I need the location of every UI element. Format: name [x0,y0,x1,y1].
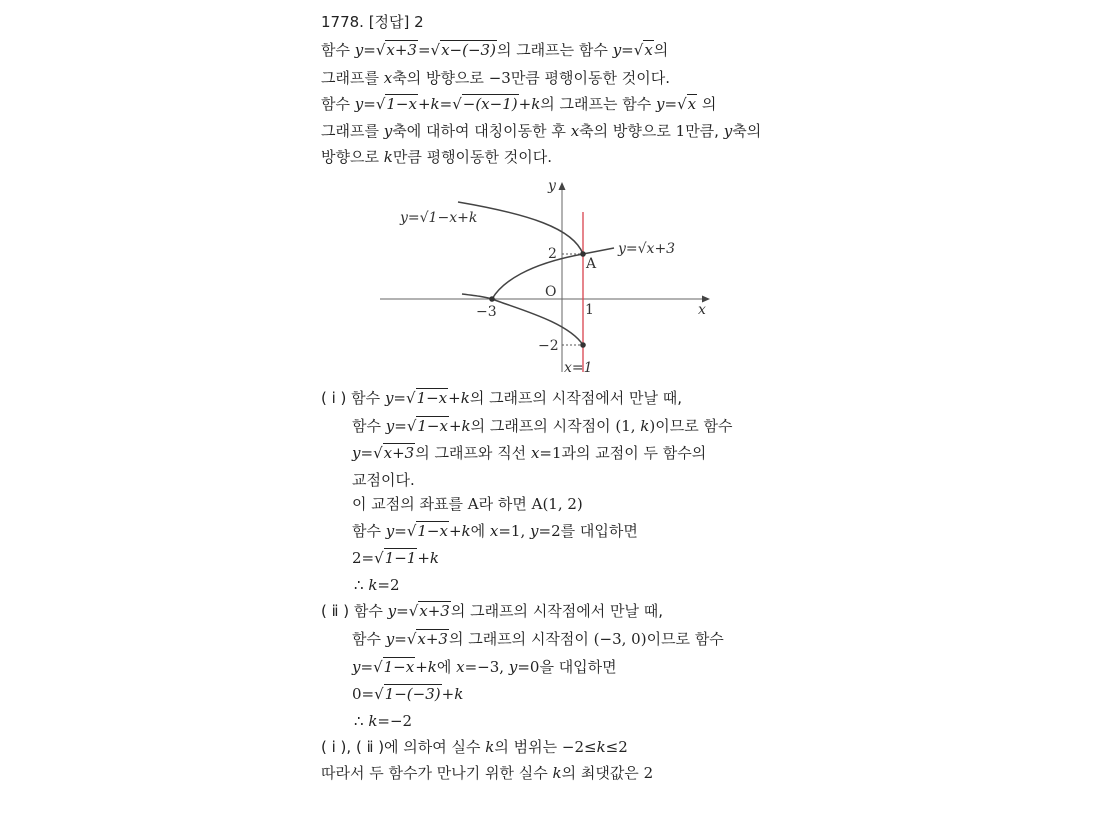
text: 이므로 함수 [655,417,733,435]
eq: = [621,41,634,59]
text: 축의 방향으로 [579,122,676,140]
plus: + [415,658,428,676]
case1-line7 [352,548,439,568]
point-neg2 [580,342,586,348]
eq: = [393,389,406,407]
plus: + [448,389,461,407]
sqrt: √1−(−3) [374,685,441,703]
sqrt: √x+3 [408,602,450,620]
para2-line1 [321,94,716,114]
case1-line6 [352,521,638,541]
text: 의 그래프는 함수 [540,95,657,113]
var: y [383,122,393,140]
case1-line8 [354,575,400,595]
point-neg3 [489,296,495,302]
radicand: x [687,95,697,113]
text: 함수 [321,41,355,59]
var: k [552,764,562,782]
tick-1: 1 [585,302,594,318]
sqrt: √−(x−1) [452,95,518,113]
plus: + [518,95,532,113]
eq: = [396,602,409,620]
var: y [723,122,733,140]
var: x [530,444,540,462]
text: 에 [470,522,490,540]
coord: (1, [615,417,641,435]
sqrt: √1−x [406,417,448,435]
case2-line3 [352,657,617,677]
var: k [383,148,393,166]
var: k [454,685,464,703]
radicand: 1−x [383,658,415,676]
text: 의 범위는 [494,738,562,756]
text: 의 그래프는 함수 [496,41,613,59]
text: 함수 [352,630,386,648]
eq: = [439,95,453,113]
point-a-label: A [586,256,597,272]
case1-line1 [321,388,682,408]
num: ≤2 [605,738,628,756]
text: 축의 방향으로 [392,69,489,87]
y-axis-arrow [559,182,566,190]
text: 함수 [352,522,386,540]
text: 만큼, [685,122,724,140]
text: 의 최댓값은 [561,764,644,782]
var: y [508,658,518,676]
var: k [461,417,471,435]
therefore: ∴ [354,576,369,594]
radicand: x−(−3) [441,41,496,59]
text: 함수 [352,417,386,435]
plus: + [417,549,430,567]
radicand: −(x−1) [462,95,518,113]
radicand: 1−x [416,389,448,407]
num: =0 [517,658,540,676]
num: =−3, [464,658,509,676]
para1-line1 [321,40,668,60]
plus: + [448,417,462,435]
sqrt: √1−x [406,389,448,407]
num: 1 [675,122,686,140]
eq: = [394,417,407,435]
text: 에 [436,658,457,676]
radicand: 1−(−3) [384,685,441,703]
var: k [368,576,378,594]
text: ( ⅰ ), ( ⅱ )에 의하여 실수 [321,738,486,756]
radicand: 1−1 [384,549,417,567]
var: y [612,41,622,59]
coord: ) [649,417,656,435]
x-axis-label: x [698,302,706,318]
num: =2 [377,576,400,594]
point: A(1, 2) [531,495,583,513]
sqrt: √x−(−3) [430,41,496,59]
answer-header: 1778. [정답] 2 [321,13,424,31]
para2-line2 [321,121,761,141]
text: 과의 교점이 두 함수의 [561,444,707,462]
case1-line5 [352,494,583,514]
radicand: x [644,41,653,59]
text: 함수 [321,95,355,113]
var: k [460,389,470,407]
radicand: x+3 [383,444,415,462]
origin-label: O [545,284,557,300]
conclusion-line1 [321,737,628,757]
text: 이 교점의 좌표를 [352,495,468,513]
var: k [427,658,437,676]
text: 따라서 두 함수가 만나기 위한 실수 [321,764,553,782]
text: 의 [697,95,717,113]
var: y [530,522,539,540]
var: y [354,41,364,59]
sqrt: √1−x [406,522,448,540]
var: k [640,417,650,435]
sqrt: √x+3 [375,41,417,59]
var: y [354,95,364,113]
text: 축에 대하여 대칭이동한 후 [392,122,571,140]
eq: = [363,95,376,113]
eq: = [664,95,678,113]
var: x [489,522,499,540]
case2-line5 [354,711,412,731]
var: y [352,658,361,676]
function-graph [378,172,718,377]
text: 축의 [732,122,762,140]
sqrt: √x [677,95,697,113]
text: 의 그래프의 시작점이 [470,417,616,435]
point: A [467,495,479,513]
num: 0= [352,685,375,703]
text: ( ⅰ ) 함수 [321,389,385,407]
num: =1, [498,522,531,540]
sqrt: √1−1 [374,549,417,567]
text: 을 대입하면 [539,658,617,676]
num: =2 [538,522,561,540]
var: y [352,444,361,462]
radicand: x+3 [417,630,448,648]
var: y [385,522,395,540]
conclusion-line2 [321,763,653,783]
num: 2 [643,764,654,782]
therefore: ∴ [354,712,369,730]
plus: + [441,685,455,703]
case1-line3 [352,443,706,463]
var: y [656,95,665,113]
num: =−2 [377,712,413,730]
eq: = [394,630,407,648]
sqrt: √x+3 [373,444,415,462]
var: k [596,738,606,756]
plus: + [448,522,462,540]
text: 의 그래프의 시작점에서 만날 때, [450,602,664,620]
case1-line4: 교점이다. [352,471,415,489]
text: 만큼 평행이동한 것이다. [392,148,553,166]
radicand: 1−x [417,417,448,435]
sqrt: √1−x [375,95,417,113]
y-axis-label: y [548,178,556,194]
text: 그래프를 [321,69,384,87]
var: x [456,658,465,676]
eq: = [360,444,374,462]
label-curve2: y=√x+3 [618,241,676,257]
var: k [461,522,471,540]
case2-line2 [352,629,724,649]
text: 의 그래프의 시작점에서 만날 때, [469,389,683,407]
var: x [383,69,393,87]
tick-neg3: −3 [476,304,497,320]
tick-neg2: −2 [538,338,559,354]
num: =1 [539,444,562,462]
radicand: x+3 [386,41,417,59]
var: k [429,549,440,567]
tick-2: 2 [548,246,557,262]
var: y [387,602,397,620]
radicand: 1−x [386,95,417,113]
label-curve1: y=√1−x+k [400,210,478,226]
sqrt: √x+3 [406,630,448,648]
text: ( ⅱ ) 함수 [321,602,388,620]
text: 라 하면 [478,495,532,513]
para1-line2 [321,68,670,88]
eq: = [360,658,374,676]
para2-line3 [321,147,552,167]
var: k [368,712,378,730]
case1-line2 [352,416,732,436]
coord: (−3, 0) [593,630,647,648]
num: −2≤ [561,738,597,756]
text: 를 대입하면 [560,522,638,540]
case2-line4 [352,684,463,704]
eq: = [394,522,407,540]
text: 만큼 평행이동한 것이다. [510,69,671,87]
sqrt: √x [633,41,653,59]
radicand: 1−x [417,522,448,540]
text: 의 그래프의 시작점이 [448,630,594,648]
text: 그래프를 [321,122,384,140]
point-a [580,251,586,257]
text: 의 그래프와 직선 [415,444,531,462]
var: y [385,630,395,648]
num: −3 [488,69,511,87]
var: y [385,417,395,435]
var: k [531,95,541,113]
line-x1-label: x=1 [564,360,593,376]
text: 의 [653,41,669,59]
sqrt: √1−x [373,658,415,676]
var: x [570,122,580,140]
num: 2= [352,549,375,567]
var: y [384,389,394,407]
text: 방향으로 [321,148,384,166]
case2-line1 [321,601,663,621]
radicand: x+3 [419,602,450,620]
eq: = [363,41,376,59]
plus: + [417,95,431,113]
var: k [430,95,440,113]
text: 이므로 함수 [646,630,724,648]
var: k [485,738,495,756]
eq: = [417,41,431,59]
